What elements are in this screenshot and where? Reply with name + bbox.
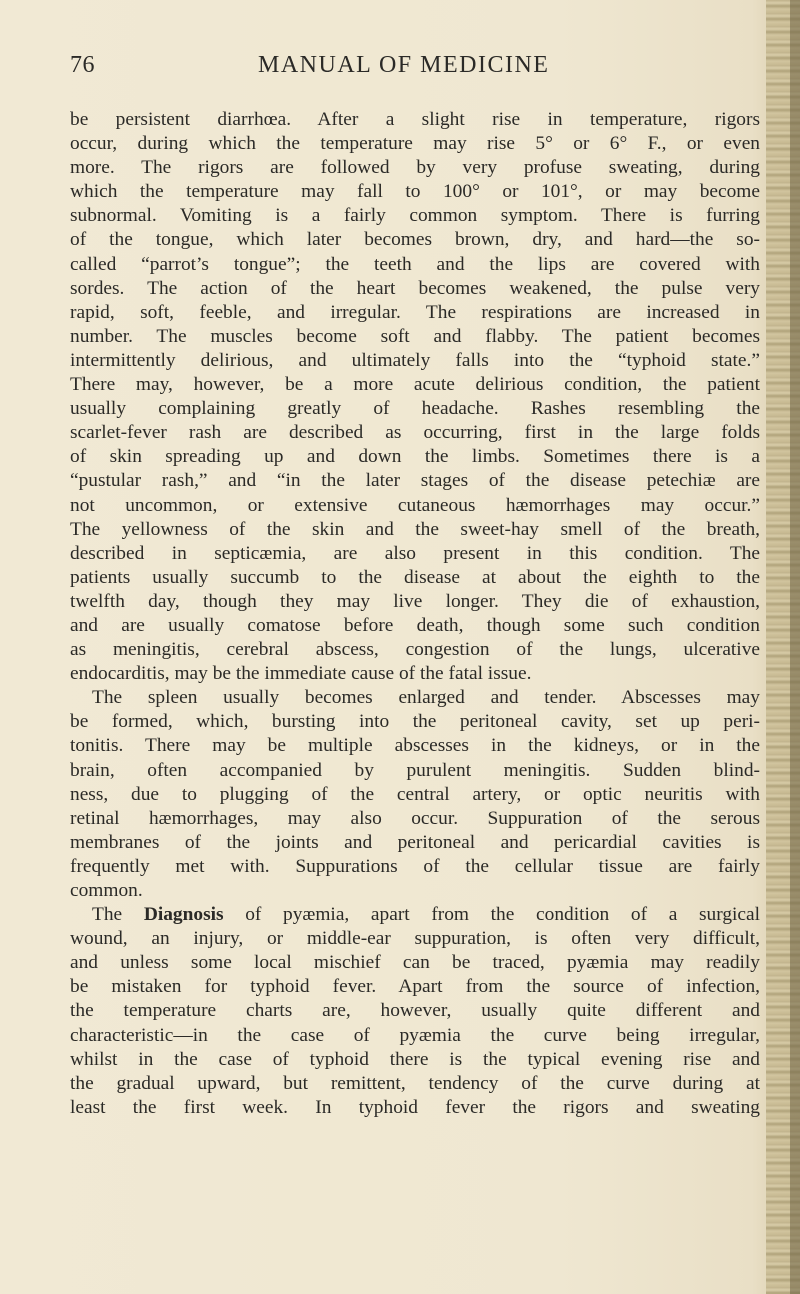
- text-line: wound, an injury, or middle-ear suppuration, is often very difficult,: [70, 928, 760, 950]
- text-line: scarlet-fever rash are described as occurring, first in the large folds: [70, 422, 760, 444]
- running-head: MANUAL OF MEDICINE: [258, 52, 550, 78]
- text-line: The spleen usually becomes enlarged and tender. Abscesses may: [92, 687, 760, 709]
- text-line: occur, during which the temperature may rise 5° or 6° F., or even: [70, 133, 760, 155]
- page-number: 76: [70, 52, 95, 78]
- text-line: which the temperature may fall to 100° or 101°, or may become: [70, 181, 760, 203]
- text-line: brain, often accompanied by purulent meningitis. Sudden blind-: [70, 759, 760, 781]
- text-line: the temperature charts are, however, usually quite different and: [70, 1000, 760, 1022]
- text-line: least the first week. In typhoid fever the rigors and sweating: [70, 1096, 760, 1118]
- text-line: as meningitis, cerebral abscess, congestion of the lungs, ulcerative: [70, 639, 760, 661]
- text-line: described in septicæmia, are also present in this condition. The: [70, 542, 760, 564]
- text-fragment: of pyæmia, apart from the condition of a surgical: [223, 904, 761, 926]
- text-line: more. The rigors are followed by very profuse sweating, during: [70, 157, 760, 179]
- text-line: subnormal. Vomiting is a fairly common symptom. There is furring: [70, 205, 760, 227]
- text-line: number. The muscles become soft and flabby. The patient becomes: [70, 325, 760, 347]
- text-line: intermittently delirious, and ultimately falls into the “typhoid state.”: [70, 349, 760, 371]
- text-line: rapid, soft, feeble, and irregular. The respirations are increased in: [70, 301, 760, 323]
- text-line: of skin spreading up and down the limbs. Sometimes there is a: [70, 446, 760, 468]
- text-line: usually complaining greatly of headache. Rashes resembling the: [70, 398, 760, 420]
- text-line: retinal hæmorrhages, may also occur. Suppuration of the serous: [70, 807, 760, 829]
- text-line: The yellowness of the skin and the sweet-hay smell of the breath,: [70, 518, 760, 540]
- text-fragment: The: [92, 904, 144, 926]
- text-line: whilst in the case of typhoid there is the typical evening rise and: [70, 1048, 760, 1070]
- text-line: characteristic—in the case of pyæmia the curve being irregular,: [70, 1024, 760, 1046]
- text-line: the gradual upward, but remittent, tendency of the curve during at: [70, 1072, 760, 1094]
- text-line: endocarditis, may be the immediate cause of the fatal issue.: [70, 663, 532, 685]
- text-line: of the tongue, which later becomes brown, dry, and hard—the so-: [70, 229, 760, 251]
- text-line: sordes. The action of the heart becomes weakened, the pulse very: [70, 277, 760, 299]
- text-line: “pustular rash,” and “in the later stages of the disease petechiæ are: [70, 470, 760, 492]
- text-line: membranes of the joints and peritoneal and pericardial cavities is: [70, 831, 760, 853]
- page-header: [70, 52, 770, 88]
- text-line: tonitis. There may be multiple abscesses in the kidneys, or in the: [70, 735, 760, 757]
- text-line: not uncommon, or extensive cutaneous hæmorrhages may occur.”: [70, 494, 760, 516]
- text-line: twelfth day, though they may live longer. They die of exhaustion,: [70, 590, 760, 612]
- text-line: and are usually comatose before death, though some such condition: [70, 614, 760, 636]
- text-line: be formed, which, bursting into the peritoneal cavity, set up peri-: [70, 711, 760, 733]
- text-line: be mistaken for typhoid fever. Apart from the source of infection,: [70, 976, 760, 998]
- text-line: ness, due to plugging of the central artery, or optic neuritis with: [70, 783, 760, 805]
- text-line: and unless some local mischief can be traced, pyæmia may readily: [70, 952, 760, 974]
- body-text: [70, 108, 760, 1120]
- text-line: frequently met with. Suppurations of the cellular tissue are fairly: [70, 855, 760, 877]
- text-line: patients usually succumb to the disease at about the eighth to the: [70, 566, 760, 588]
- page-binding-edge: [790, 0, 800, 1294]
- text-line: be persistent diarrhœa. After a slight rise in temperature, rigors: [70, 109, 760, 130]
- text-line: called “parrot’s tongue”; the teeth and the lips are covered with: [70, 253, 760, 275]
- diagnosis-heading: Diagnosis: [143, 904, 224, 926]
- text-line: There may, however, be a more acute delirious condition, the patient: [70, 374, 760, 396]
- text-line: common.: [70, 880, 143, 901]
- diagnosis-paragraph-start: [70, 903, 760, 927]
